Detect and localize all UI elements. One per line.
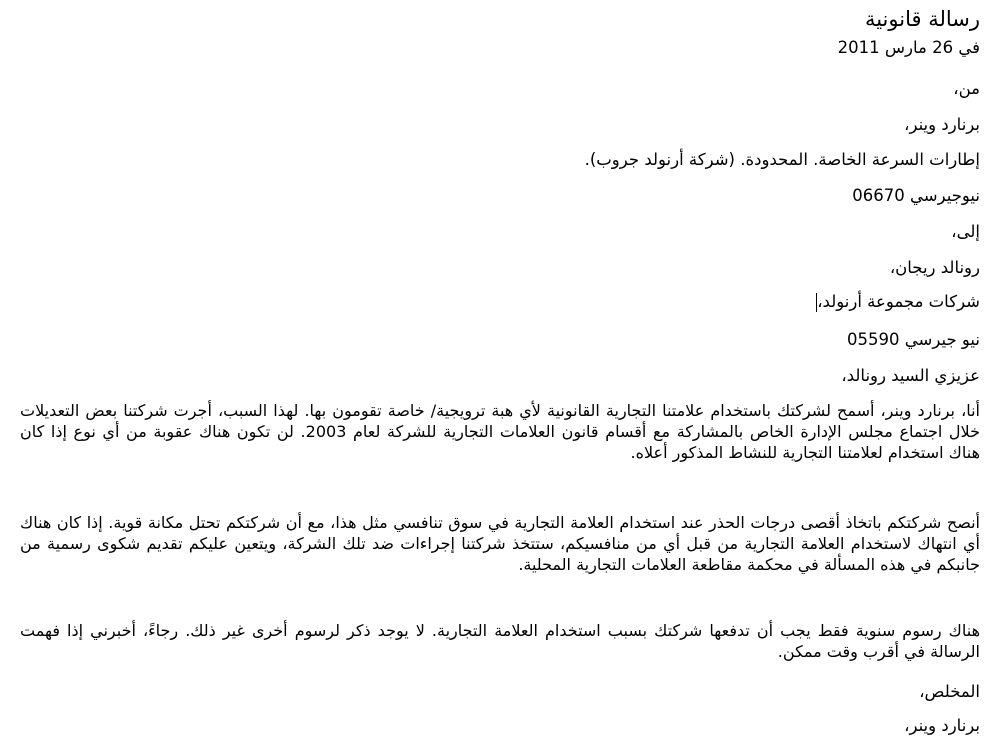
body-paragraph-1: أنا، برنارد وينر، أسمح لشركتك باستخدام علامتنا التجارية القانونية لأي هبة ترويجية/ خاصة تقومون بها. لهذا السبب، أجرت شركتنا بعض التعديلات خلال اجتماع مجلس الإدارة الخاص بالمشاركة مع أقسام قانون العلامات التجارية للشركة لعام 2003. لن تكون هناك عقوبة من أي نوع إذا كان هناك استخدام لعلامتنا التجارية للنشاط المذكور أعلاه. bbox=[20, 401, 980, 462]
recipient-company-line[interactable] bbox=[815, 292, 980, 312]
sender-company: إطارات السرعة الخاصة. المحدودة. (شركة أرنولد جروب). bbox=[584, 150, 980, 169]
closing: المخلص، bbox=[919, 682, 980, 701]
body-paragraph-3: هناك رسوم سنوية فقط يجب أن تدفعها شركتك بسبب استخدام العلامة التجارية. لا يوجد ذكر لرسوم أخرى غير ذلك. رجاءً، أخبرني إذا فهمت الرسالة في أقرب وقت ممكن. bbox=[20, 621, 980, 661]
from-label: من، bbox=[953, 79, 980, 98]
letter-date: في 26 مارس 2011 bbox=[837, 38, 980, 57]
to-label: إلى، bbox=[951, 222, 980, 241]
recipient-company: شركات مجموعة أرنولد، bbox=[817, 292, 980, 311]
recipient-name: رونالد ريجان، bbox=[889, 258, 980, 277]
signature-name: برنارد وينر، bbox=[904, 716, 980, 735]
sender-location: نيوجيرسي 06670 bbox=[852, 186, 980, 205]
body-paragraph-2: أنصح شركتكم باتخاذ أقصى درجات الحذر عند استخدام العلامة التجارية في سوق تنافسي مثل هذا، مع أن شركتكم تحتل مكانة قوية. إذا كان هناك أي انتهاك لاستخدام العلامة التجارية من قبل أي من منافسيكم، ستتخذ شركتنا إجراءات ضد تلك الشركة، ويتعين عليكم تقديم شكوى رسمية من جانبكم في هذه المسألة في محكمة مقاطعة العلامات التجارية المحلية. bbox=[20, 513, 980, 574]
recipient-location: نيو جيرسي 05590 bbox=[847, 330, 980, 349]
document-title: رسالة قانونية bbox=[864, 7, 980, 31]
sender-name: برنارد وينر، bbox=[904, 115, 980, 134]
salutation: عزيزي السيد رونالد، bbox=[841, 366, 980, 385]
